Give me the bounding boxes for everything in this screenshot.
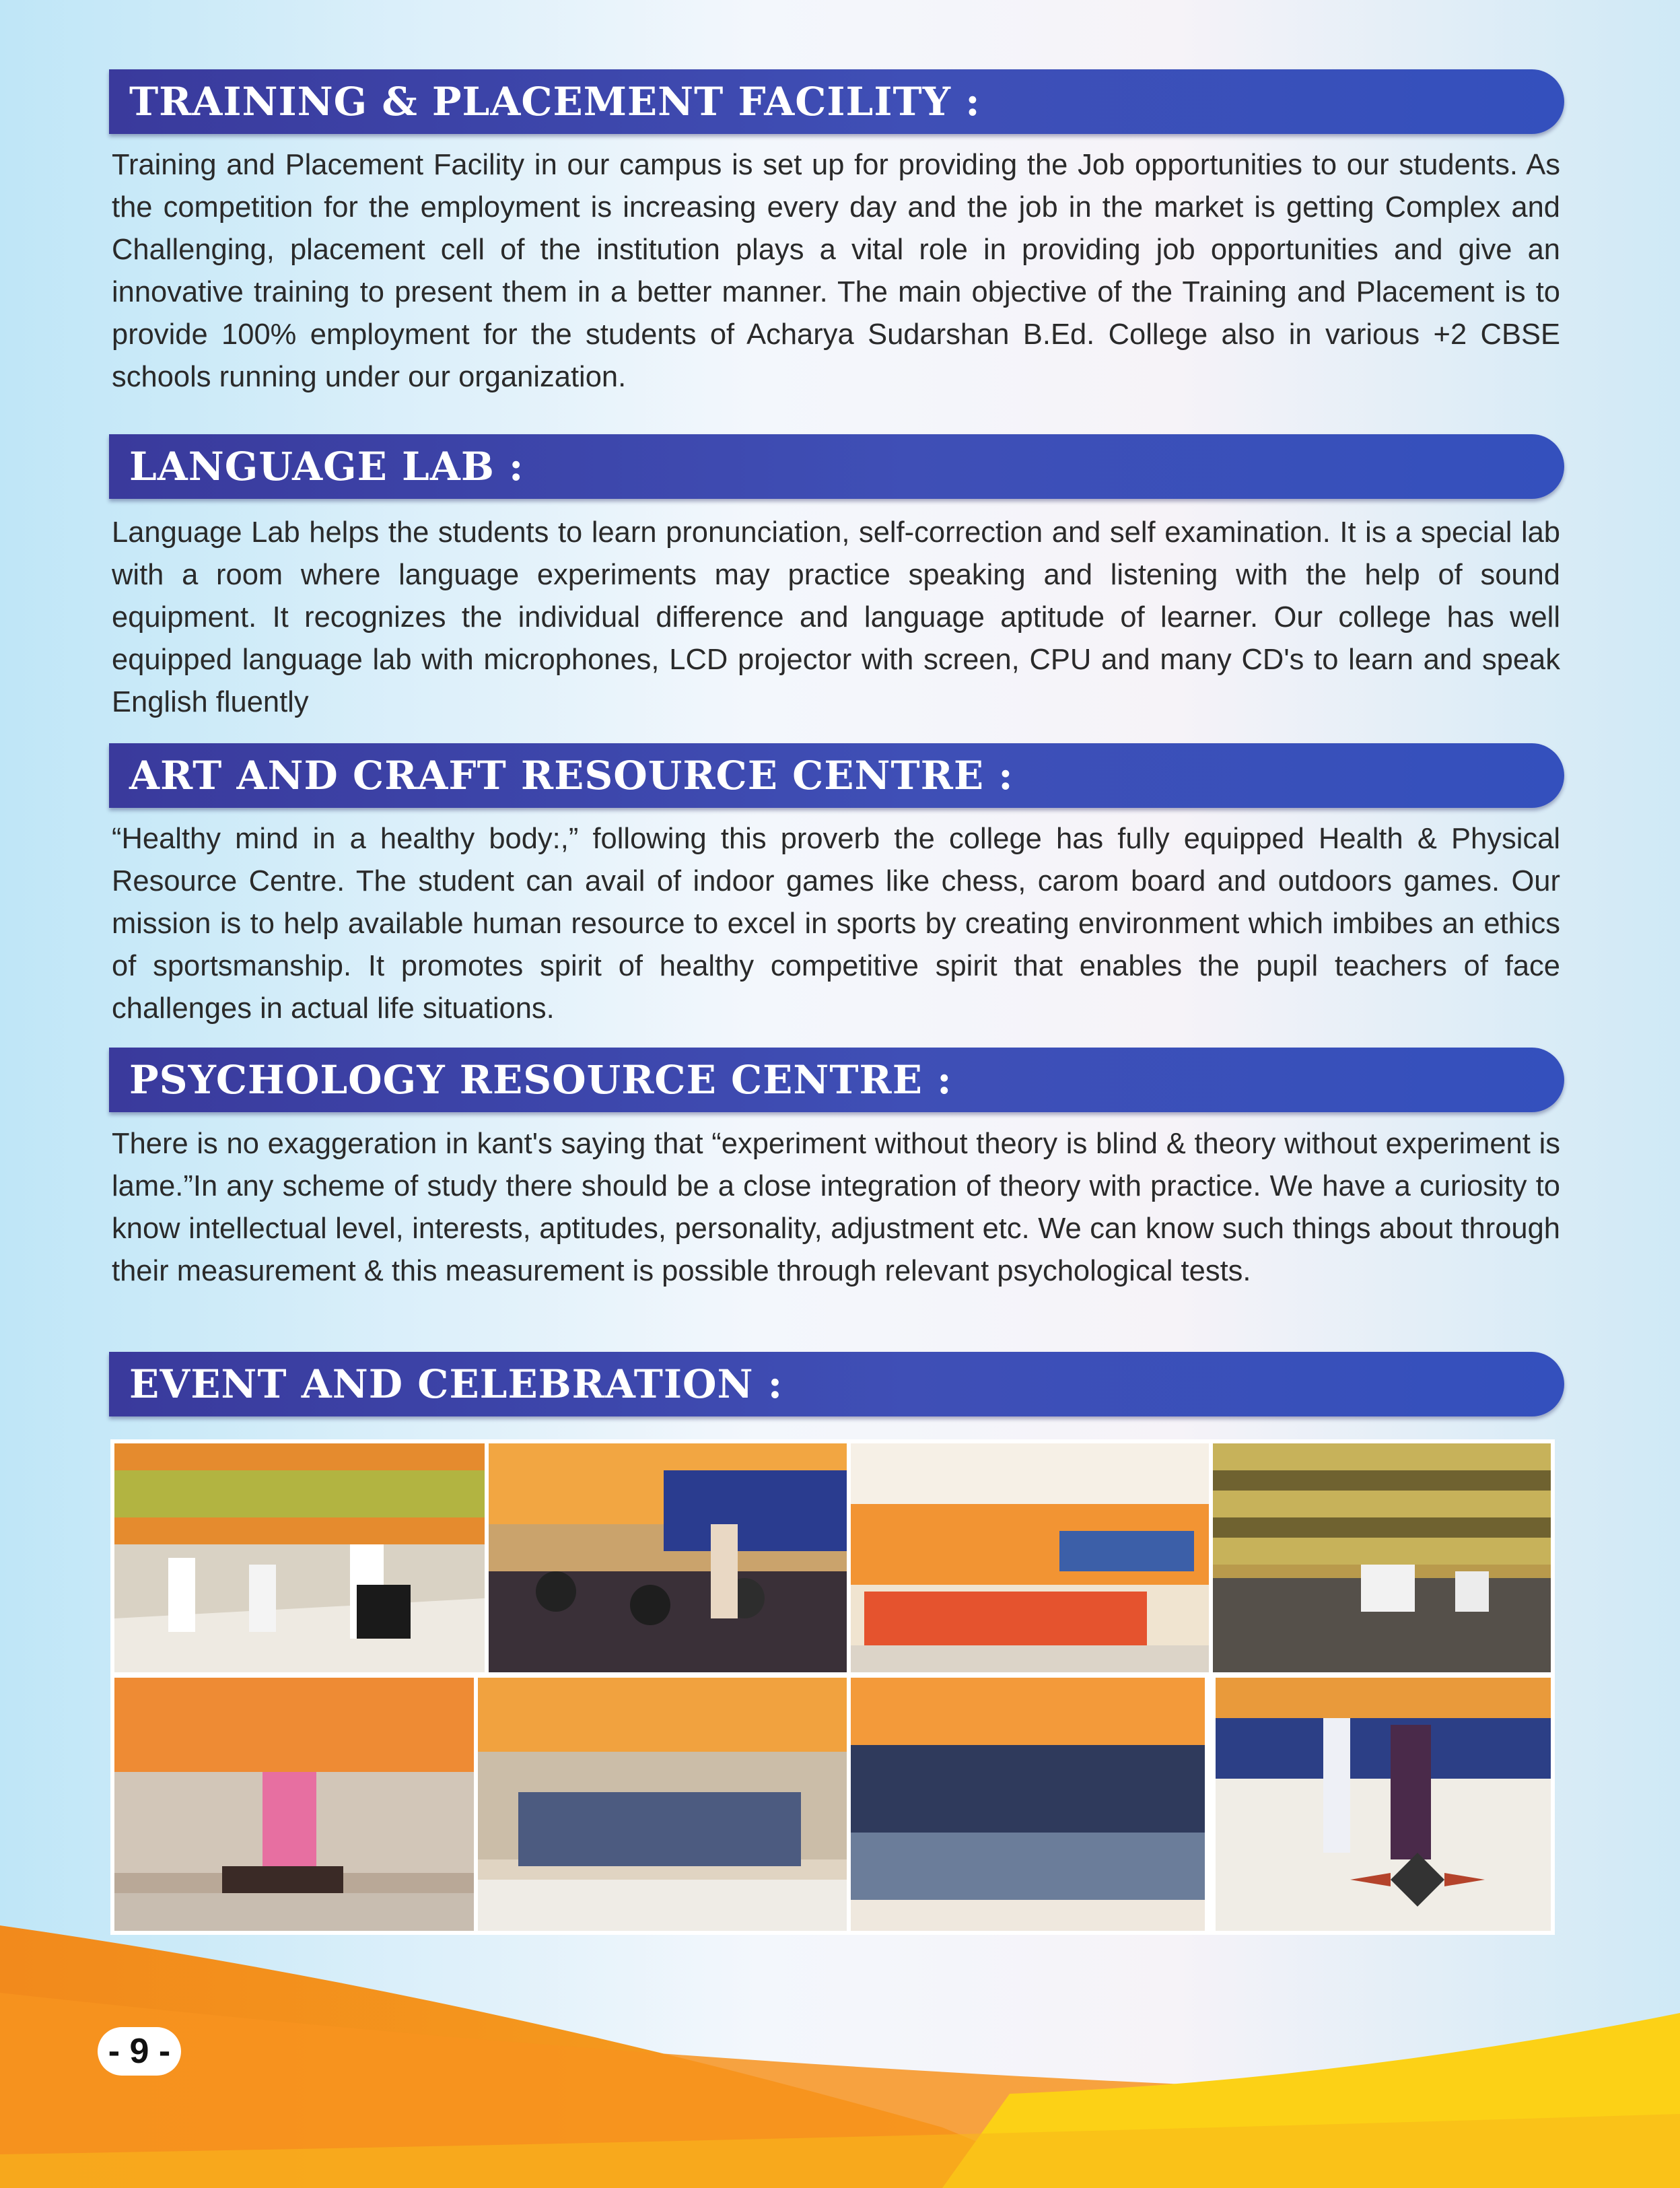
section-title: LANGUAGE LAB : (129, 444, 524, 489)
event-photo (478, 1678, 847, 1931)
event-photo (1216, 1678, 1551, 1931)
event-photo (114, 1443, 485, 1672)
section-body-training: Training and Placement Facility in our campus is set up for providing the Job opportunities to our students. As the competition for the employment is increasing every day and the job in the market is getting Complex and Challenging, placement cell of the institution plays a vital role in providing job opportunities and give an innovative training to present them in a better manner. The main objective of the Training and Placement is to provide 100% employment for the students of Acharya Sudarshan B.Ed. College also in various +2 CBSE schools running under our organization. (112, 149, 1560, 393)
section-title: ART AND CRAFT RESOURCE CENTRE : (129, 753, 1014, 798)
event-photo (851, 1443, 1209, 1672)
event-photo (489, 1443, 847, 1672)
page-number: - 9 - (98, 2027, 181, 2076)
section-body-language-lab: Language Lab helps the students to learn pronunciation, self-correction and self examination. It is a special lab with a room where language experiments may practice speaking and listening with the help of sound equipment. It recognizes the individual difference and language aptitude of learner. Our college has well equipped language lab with microphones, LCD projector with screen, CPU and many CD's to learn and speak English fluently (112, 516, 1560, 718)
section-title: EVENT AND CELEBRATION : (129, 1361, 783, 1407)
section-header-psychology (109, 1048, 1564, 1112)
event-photo (851, 1678, 1205, 1931)
section-header-training (109, 69, 1564, 134)
section-header-events (109, 1352, 1564, 1416)
section-body-psychology: There is no exaggeration in kant's saying that “experiment without theory is blind & theory without experiment is lame.”In any scheme of study there should be a close integration of theory with practice. We have a curiosity to know intellectual level, interests, aptitudes, personality, adjustment etc. We can know such things about through their measurement & this measurement is possible through relevant psychological tests. (112, 1128, 1560, 1287)
section-header-art-craft (109, 743, 1564, 808)
section-title: TRAINING & PLACEMENT FACILITY : (129, 79, 981, 125)
section-title: PSYCHOLOGY RESOURCE CENTRE : (129, 1057, 952, 1103)
section-header-language-lab (109, 434, 1564, 499)
section-body-art-craft: “Healthy mind in a healthy body:,” following this proverb the college has fully equipped Health & Physical Resource Centre. The student can avail of indoor games like chess, carom board and outdoors games. Our mission is to help available human resource to excel in sports by creating environment which imbibes an ethics of sportsmanship. It promotes spirit of healthy competitive spirit that enables the pupil teachers of face challenges in actual life situations. (112, 823, 1560, 1025)
event-photo (114, 1678, 474, 1931)
event-photo (1213, 1443, 1551, 1672)
event-photo-collage (110, 1439, 1555, 1935)
